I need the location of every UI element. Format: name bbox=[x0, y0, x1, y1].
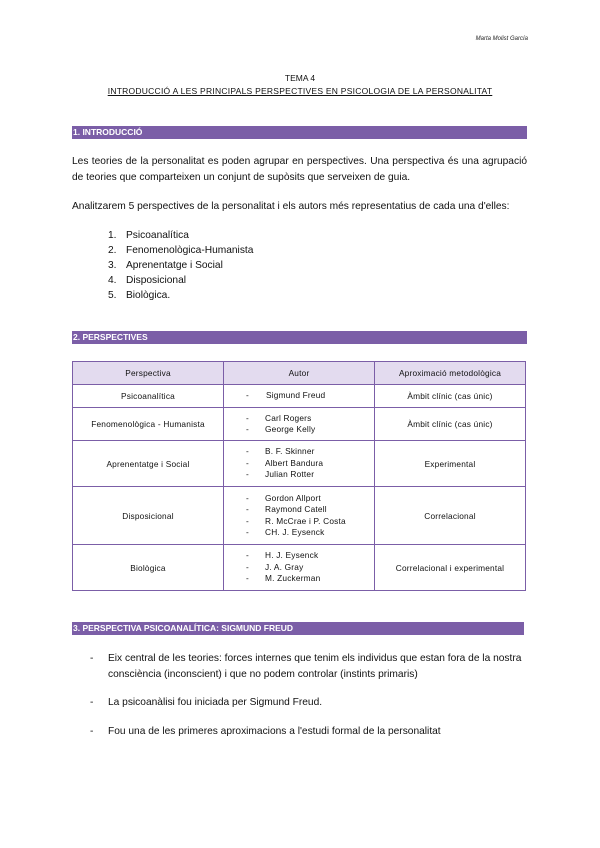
author-item: - George Kelly bbox=[246, 424, 374, 436]
author-item: - Sigmund Freud bbox=[246, 390, 374, 402]
column-header-perspectiva: Perspectiva bbox=[73, 362, 224, 385]
topic-number: TEMA 4 bbox=[284, 73, 316, 83]
section-heading-perspectives: 2. PERSPECTIVES bbox=[72, 331, 527, 344]
perspectives-list bbox=[72, 228, 253, 303]
author-item: - Carl Rogers bbox=[246, 413, 374, 425]
author-item: - Raymond Catell bbox=[246, 504, 374, 516]
cell-autor bbox=[224, 487, 375, 545]
document-title: INTRODUCCIÓ A LES PRINCIPALS PERSPECTIVES EN PSICOLOGIA DE LA PERSONALITAT bbox=[107, 86, 493, 96]
freud-bullet-list bbox=[90, 651, 527, 752]
intro-paragraph-1: Les teories de la personalitat es poden agrupar en perspectives. Una perspectiva és una agrupació de teories que comparteixen un conjunt de supòsits que serveixen de guia. bbox=[72, 156, 527, 183]
author-item: - J. A. Gray bbox=[246, 562, 374, 574]
intro-paragraph-2: Analitzarem 5 perspectives de la personalitat i els autors més representatius de cada una d'elles: bbox=[72, 201, 510, 212]
cell-metode: Àmbit clínic (cas únic) bbox=[375, 408, 526, 441]
author-item: - Gordon Allport bbox=[246, 493, 374, 505]
list-item: - Eix central de les teories: forces internes que tenim els individus que estan fora de la nostra consciència (inconscient) i que no podem controlar (instints primaris) bbox=[90, 651, 527, 682]
cell-perspectiva: Biològica bbox=[73, 545, 224, 591]
column-header-autor: Autor bbox=[224, 362, 375, 385]
cell-perspectiva: Fenomenològica - Humanista bbox=[73, 408, 224, 441]
list-item: - Fou una de les primeres aproximacions a l'estudi formal de la personalitat bbox=[90, 724, 527, 740]
cell-metode: Correlacional i experimental bbox=[375, 545, 526, 591]
cell-metode: Experimental bbox=[375, 441, 526, 487]
cell-autor bbox=[224, 545, 375, 591]
cell-perspectiva: Psicoanalítica bbox=[73, 385, 224, 408]
list-item: 5. Biològica. bbox=[108, 290, 171, 301]
list-item: 2. Fenomenològica-Humanista bbox=[108, 245, 254, 256]
table-row bbox=[73, 408, 526, 441]
author-item: - CH. J. Eysenck bbox=[246, 527, 374, 539]
column-header-metode: Aproximació metodològica bbox=[375, 362, 526, 385]
author-item: - R. McCrae i P. Costa bbox=[246, 516, 374, 528]
author-item: - H. J. Eysenck bbox=[246, 550, 374, 562]
list-item: 3. Aprenentatge i Social bbox=[108, 260, 223, 271]
cell-autor bbox=[224, 441, 375, 487]
author-name: Marta Molist García bbox=[475, 36, 528, 42]
table-row bbox=[73, 487, 526, 545]
table-row bbox=[73, 441, 526, 487]
cell-autor bbox=[224, 408, 375, 441]
cell-perspectiva: Aprenentatge i Social bbox=[73, 441, 224, 487]
table-row bbox=[73, 385, 526, 408]
list-item: - La psicoanàlisi fou iniciada per Sigmund Freud. bbox=[90, 695, 527, 711]
section-heading-psicoanalitica: 3. PERSPECTIVA PSICOANALÍTICA: SIGMUND FREUD bbox=[72, 622, 524, 635]
author-item: - Julian Rotter bbox=[246, 469, 374, 481]
list-item: 1. Psicoanalítica bbox=[108, 230, 189, 241]
perspectives-table bbox=[72, 361, 526, 591]
table-header-row bbox=[73, 362, 526, 385]
cell-perspectiva: Disposicional bbox=[73, 487, 224, 545]
author-item: - Albert Bandura bbox=[246, 458, 374, 470]
cell-metode: Àmbit clínic (cas únic) bbox=[375, 385, 526, 408]
author-item: - M. Zuckerman bbox=[246, 573, 374, 585]
list-item: 4. Disposicional bbox=[108, 275, 187, 286]
table-row bbox=[73, 545, 526, 591]
cell-metode: Correlacional bbox=[375, 487, 526, 545]
author-item: - B. F. Skinner bbox=[246, 446, 374, 458]
cell-autor bbox=[224, 385, 375, 408]
section-heading-introduccio: 1. INTRODUCCIÓ bbox=[72, 126, 527, 139]
